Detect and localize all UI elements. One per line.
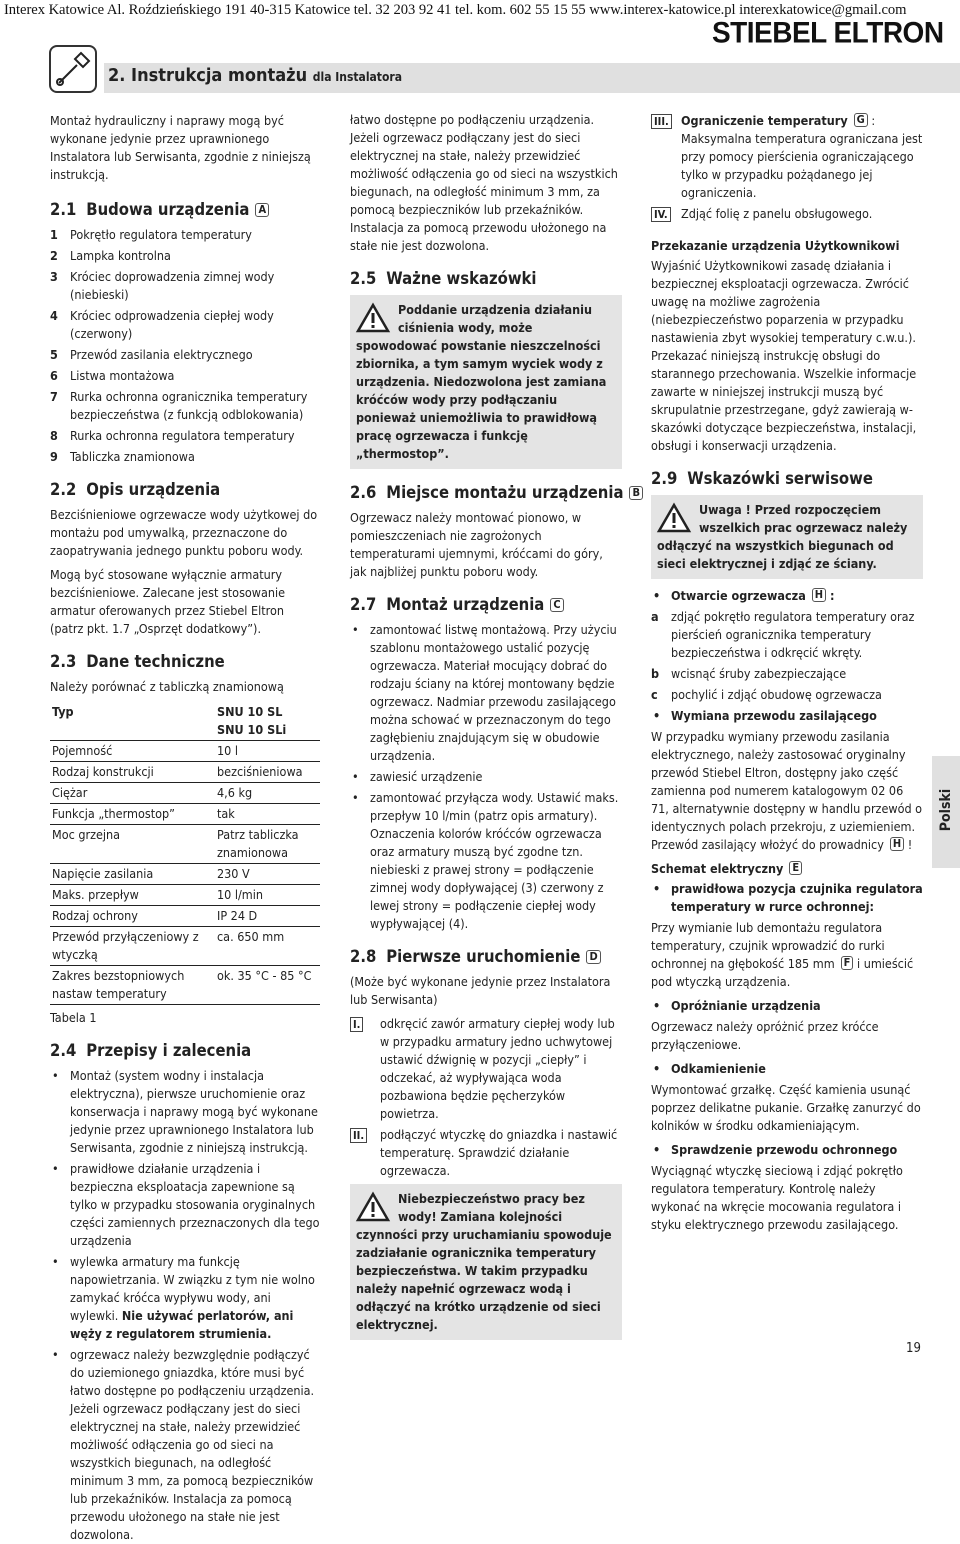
table-row: Maks. przepływ 10 l/min [50,885,320,906]
list-item: • ogrzewacz należy bezwzględnie podłączyć do uziemionego gniazdka, które musi być łatwo dostępne po podłączeniu urządzenia. Jeżeli ogrzewacz podłączany jest do sieci elektrycznej na stałe, należy przewidzieć możliwość odłączenia go od sieci na wszystkich biegunach, na odległość minimum 3 mm, za pomocą bezpieczników lub przekaźników. Instalacja za pomocą przewodu ułożonego na stałe nie jest dozwolona. [50,1346,320,1386]
table-row: Rodzaj ochrony IP 24 D [50,906,320,927]
heading-2-6: 2.6 Miejsce montażu urządzenia B [350,483,622,503]
list-item: • prawidłowe działanie urządzenia i bezpieczna eksploatacja zapewnione są tylko w przypadku stosowania oryginalnych części zamiennych przeznaczonych dla tego urządzenia [50,1160,320,1250]
list-item: 1 Pokrętło regulatora temperatury [50,227,252,242]
page-subtitle: dla Instalatora [312,70,402,84]
schematic-title: Schemat elektryczny E [651,860,923,878]
table-row: Funkcja „thermostop” tak [50,804,320,825]
table-row: Rodzaj konstrukcji bezciśnieniowa [50,762,320,783]
figure-tag: A [255,203,269,217]
column-3 [651,112,923,1240]
table-row: Zakres bezstopniowych nastaw temperatury ok. 35 °C - 85 °C [50,966,320,1005]
table-row: Moc grzejna Patrz tabliczka znamionowa [50,825,320,864]
descale-text: Wymontować grzałkę. Część kamienia usunąć poprzez delikatne pukanie. Grzałkę zanurzyć do kolników w środku odkamieniającym. [651,1082,921,1133]
service-list [651,587,923,605]
heading-2-9: 2.9 Wskazówki serwisowe [651,469,873,488]
list-item: • Montaż (system wodny i instalacja elektryczna), pierwsze uruchomienie oraz konserwacja i naprawy mogą być wykonane jedynie przez uprawnionego Instalatora lub Serwisanta, zgodnie z niniejszą instrukcją. [50,1067,320,1157]
list-item: I. odkręcić zawór armatury ciepłej wody lub w przypadku armatury jedno uchwytowej ustawić dźwignię w pozycji „ciepły” i odczekać, aż wypływająca woda pozbawiona będzie pęcherzyków powietrza. [350,1015,622,1123]
brand-logo: STIEBEL ELTRON [712,16,944,49]
table-row: Ciężar 4,6 kg [50,783,320,804]
service-list-2 [651,707,923,725]
ground-check-text: Wyciągnąć wtyczkę sieciową i zdjąć pokrętło regulatora temperatury. Kontrolę należy wykonać na wkręcie mocowania regulatora i styku elektrycznego przewodu zasilającego. [651,1163,903,1232]
warning-box: Poddanie urządzenia działaniu ciśnienia wody, może spowodować powstanie nieszczelności zbiornika, a tym samym wyciek wody z urządzenia. Niedozwolona jest zamiana króćców wody przy podłączaniu ponieważ uniemożliwia to prawidłową pracę ogrzewacza i funkcję „thermostop”. [350,295,622,469]
startup-steps-cont [651,112,923,223]
service-list-6 [651,1141,923,1159]
heading-2-2: 2.2 Opis urządzenia [50,480,221,499]
column-1 [50,112,320,1542]
sensor-text: Przy wymianie lub demontażu regulatora temperatury, czujnik wprowadzić do rurki ochronnej na głębokość 185 mm F i umieścić pod wtyczką urządzenia. [651,920,914,989]
list-item: 4 Króciec odprowadzenia ciepłej wody (czerwony) [50,308,274,341]
location-text: Ogrzewacz należy montować pionowo, w pomieszczeniach nie zagrożonych temperaturami ujemnymi, króćcami do góry, jak najbliżej punktu poboru wody. [350,510,603,579]
warning-box: Niebezpieczeństwo pracy bez wody! Zamiana kolejności czynności przy uruchamianiu spowoduje zadziałanie ogranicznika temperatury bezpieczeństwa. W takim przypadku należy napełnić ogrzewacz wodą i odłączyć na krótko urządzenie od sieci elektrycznej. [350,1184,622,1340]
heading-2-4: 2.4 Przepisy i zalecenia [50,1041,252,1060]
mount-list [350,621,622,933]
startup-note: (Może być wykonane jedynie przez Instalatora lub Serwisanta) [350,974,611,1007]
tech-intro: Należy porównać z tabliczką znamionową [50,679,284,694]
column-2 [350,112,640,1348]
warning-icon [657,503,691,533]
list-item: 3 Króciec doprowadzenia zimnej wody (niebieski) [50,269,275,302]
drain-text: Ogrzewacz należy opróżnić przez króćce przyłączeniowe. [651,1019,879,1052]
table-row: Napięcie zasilania 230 V [50,864,320,885]
heading-2-8: 2.8 Pierwsze uruchomienie D [350,947,622,967]
list-item: • prawidłowa pozycja czujnika regulatora temperatury w rurce ochronnej: [651,880,923,916]
description-p2: Mogą być stosowane wyłącznie armatury bezciśnieniowe. Zalecane jest stosowanie armatur oferowanych przez Stiebel Eltron (patrz pkt. 1.7 „Osprzęt dodatkowy”). [50,567,286,636]
list-item: 2 Lampka kontrolna [50,248,171,263]
list-item: • Odkamienienie [651,1060,923,1078]
table-caption: Tabela 1 [50,1010,97,1025]
warning-box: Uwaga ! Przed rozpoczęciem wszelkich prac ogrzewacz należy odłączyć na wszystkich biegunach od sieci elektrycznej i zdjąć ze ściany. [651,495,923,579]
list-item: 6 Listwa montażowa [50,368,175,383]
page-title: 2. Instrukcja montażu [108,65,308,86]
list-item: III. Ograniczenie temperatury G : Maksymalna temperatura ograniczana jest przy pomocy pierścienia ograniczającego tylko w przypadku pożądanego jej ograniczenia. [651,112,923,202]
intro-text: Montaż hydrauliczny i naprawy mogą być wykonane jedynie przez uprawnionego Instalatora lub Serwisanta, zgodnie z niniejszą instrukcją. [50,113,311,182]
list-item: 5 Przewód zasilania elektrycznego [50,347,253,362]
tech-table: Typ SNU 10 SL SNU 10 SLi Pojemność 10 l Rodzaj konstrukcji bezciśnieniowa Ciężar 4,6 kg Funkcja „thermostop” tak Moc grzejna Patrz tabliczka znamionowa Napięcie zasilania 230 V Maks. przepływ 10 l/min Rodzaj ochrony IP 24 D Przewód przyłączeniowy z wtyczką ca. 650 mm Zakres bezstopniowych nastaw temperatury ok. 35 °C - 85 °C [50,702,320,1005]
table-row: Pojemność 10 l [50,741,320,762]
list-item: a zdjąć pokrętło regulatora temperatury oraz pierścień ogranicznika temperatury bezpieczeństwa i odkręcić wkręty. [651,609,915,660]
list-item: IV. Zdjąć folię z panelu obsługowego. [651,205,923,223]
warning-icon [356,303,390,333]
service-list-4 [651,997,923,1015]
service-list-5 [651,1060,923,1078]
list-item: • wylewka armatury ma funkcję napowietrzania. W związku z tym nie wolno zamykać króćca wypływu wody, ani wylewki. Nie używać perlatorów, ani węży z regulatorem strumienia. [50,1253,320,1343]
service-list-3 [651,880,923,916]
heading-2-3: 2.3 Dane techniczne [50,652,225,671]
warning-icon [356,1192,390,1222]
list-item: c pochylić i zdjąć obudowę ogrzewacza [651,687,882,702]
heading-2-1: 2.1 Budowa urządzenia A [50,200,320,220]
open-steps [651,608,923,704]
list-item: 8 Rurka ochronna regulatora temperatury [50,428,295,443]
list-item: • Opróżnianie urządzenia [651,997,923,1015]
description-p1: Bezciśnieniowe ogrzewacze wody użytkowej do montażu pod umywalką, przeznaczone do zaopatrywania jednego punktu poboru wody. [50,507,318,558]
section-title-bar [104,63,960,93]
page-number: 19 [906,1341,921,1356]
header-contact: Interex Katowice Al. Roździeńskiego 191 40-315 Katowice tel. 32 203 92 41 tel. kom. 602 55 15 55 www.interex-katowice.pl interexkatowice@gmail.com [4,2,907,18]
parts-list [50,226,320,466]
list-item: • zamontować przyłącza wody. Ustawić maks. przepływ 10 l/min (patrz opis armatury). Oznaczenia kolorów króćców ogrzewacza oraz armatury muszą być zgodne tzn. niebieski z prawej strony = podłączenie zimnej wody dopływającej (3) czerwony z lewej strony = podłączenie ciepłej wody wypływającej (4). [350,789,622,933]
list-item: • Otwarcie ogrzewacza H : [651,587,923,605]
list-item: II. podłączyć wtyczkę do gniazdka i nastawić temperaturę. Sprawdzić działanie ogrzewacza. [350,1126,622,1180]
cable-text: W przypadku wymiany przewodu zasilania elektrycznego, należy zastosować oryginalny przewód Stiebel Eltron, dostępny jako część zamienna pod numerem katalogowym 02 06 71, alternatywnie dostępny w handlu przewód o identycznych polach przekroju, z uziemieniem. Przewód zasilający włożyć do prowadnicy H ! [651,729,923,852]
list-item: 9 Tabliczka znamionowa [50,449,195,464]
language-tab: Polski [932,756,960,868]
list-item: • Wymiana przewodu zasilającego [651,707,923,725]
tool-icon [49,45,97,93]
list-item: • Sprawdzenie przewodu ochronnego [651,1141,923,1159]
handover-text: Wyjaśnić Użytkownikowi zasadę działania i bezpiecznej eksploatacji ogrzewacza. Zwrócić uwagę na możliwe zagrożenia (niebezpieczeństwo poparzenia w przypadku nastawienia zbyt wysokiej temperatury c.w.u.). Przekazać niniejszą instrukcję obsługi do starannego przechowania. Wszelkie informacje zawarte w niniejszej instrukcji muszą być skrupulatnie przestrzegane, gdyż zawierają w-skazówki dotyczące bezpieczeństwa, instalacji, obsługi i konserwacji urządzenia. [651,258,917,453]
list-item: 7 Rurka ochronna ogranicznika temperatury bezpieczeństwa (z funkcją odblokowania) [50,389,308,422]
handover-title: Przekazanie urządzenia Użytkownikowi [651,238,900,253]
rules-continued: łatwo dostępne po podłączeniu urządzenia. Jeżeli ogrzewacz podłączany jest do sieci elektrycznej na stałe, należy przewidzieć możliwość odłączenia go od sieci na wszystkich biegunach, na odległość minimum 3 mm, za pomocą bezpieczników lub przekaźników. Instalacja za pomocą przewodu ułożonego na stałe nie jest dozwolona. [350,112,618,253]
startup-steps [350,1015,622,1180]
rules-list [50,1067,320,1542]
list-item: b wcisnąć śruby zabezpieczające [651,666,847,681]
heading-2-7: 2.7 Montaż urządzenia C [350,595,622,615]
heading-2-5: 2.5 Ważne wskazówki [350,269,537,288]
table-row: Przewód przyłączeniowy z wtyczką ca. 650 mm [50,927,320,966]
list-item: • zawiesić urządzenie [350,768,622,786]
list-item: • zamontować listwę montażową. Przy użyciu szablonu montażowego ustalić pozycję ogrzewacza. Materiał mocujący dobrać do rodzaju ściany na której montowany będzie ogrzewacz. Nadmiar przewodu zasilającego można schować w przeznaczonym do tego zagłębieniu znajdującym się w obudowie urządzenia. [350,621,622,765]
